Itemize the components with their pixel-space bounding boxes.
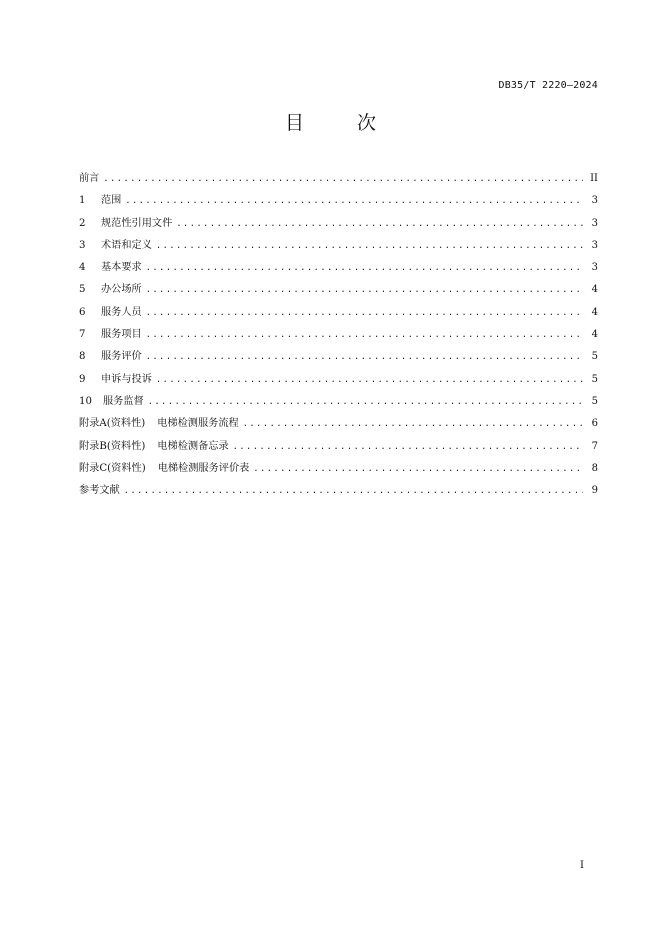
page-number: I — [580, 860, 584, 871]
toc-entry-title: 基本要求 — [101, 262, 142, 274]
table-of-contents — [79, 168, 598, 502]
toc-page-number: 4 — [591, 329, 598, 341]
toc-page-number: II — [590, 173, 598, 184]
toc-entry-number: 5 — [79, 284, 86, 296]
toc-entry-appeals-and-complaints[interactable] — [79, 369, 598, 391]
toc-page-number: 8 — [591, 462, 598, 474]
toc-page-number: 4 — [591, 306, 598, 318]
toc-entry-foreword[interactable] — [79, 168, 598, 190]
dot-leader — [146, 257, 583, 279]
document-code: DB35/T 2220—2024 — [498, 80, 598, 91]
toc-page-number: 9 — [591, 485, 598, 497]
dot-leader — [146, 346, 583, 368]
dot-leader — [176, 213, 583, 235]
dot-leader — [146, 324, 583, 346]
toc-entry-number: 7 — [79, 329, 86, 341]
dot-leader — [125, 190, 583, 212]
toc-page-number: 5 — [591, 351, 598, 363]
dot-leader — [146, 302, 583, 324]
dot-leader — [124, 480, 583, 502]
toc-entry-service-personnel[interactable] — [79, 302, 598, 324]
toc-page-number: 3 — [591, 217, 598, 229]
toc-entry-subtitle: 电梯检测备忘录 — [157, 440, 229, 452]
toc-entry-references[interactable] — [79, 480, 598, 502]
toc-entry-subtitle: 电梯检测服务评价表 — [157, 462, 250, 474]
toc-entry-title: 前言 — [79, 173, 100, 184]
toc-entry-title: 服务项目 — [101, 329, 142, 341]
dot-leader — [156, 369, 583, 391]
toc-entry-scope[interactable] — [79, 190, 598, 212]
toc-entry-service-supervision[interactable] — [79, 391, 598, 413]
toc-entry-title: 附录C(资料性) — [79, 462, 146, 474]
toc-entry-normative-references[interactable] — [79, 213, 598, 235]
toc-page-number: 6 — [591, 418, 598, 430]
dot-leader — [233, 436, 583, 458]
toc-entry-title: 附录B(资料性) — [79, 440, 146, 452]
toc-entry-number: 8 — [79, 351, 86, 363]
title-character-ci: 次 — [357, 112, 378, 134]
toc-entry-number: 9 — [79, 373, 86, 385]
toc-entry-title: 参考文献 — [79, 485, 120, 497]
toc-entry-office-premises[interactable] — [79, 279, 598, 301]
title-character-mu: 目 — [284, 112, 305, 134]
toc-entry-title: 规范性引用文件 — [101, 217, 173, 229]
toc-page-number: 3 — [591, 239, 598, 251]
toc-entry-title: 办公场所 — [101, 284, 142, 296]
toc-entry-terms-and-definitions[interactable] — [79, 235, 598, 257]
dot-leader — [103, 168, 583, 190]
toc-entry-title: 术语和定义 — [101, 239, 152, 251]
dot-leader — [253, 458, 583, 480]
toc-entry-service-evaluation[interactable] — [79, 346, 598, 368]
toc-entry-title: 范围 — [101, 195, 122, 207]
toc-entry-number: 1 — [79, 195, 86, 207]
toc-entry-appendix-a[interactable] — [79, 413, 598, 435]
toc-entry-basic-requirements[interactable] — [79, 257, 598, 279]
toc-entry-number: 4 — [79, 262, 86, 274]
toc-entry-number: 6 — [79, 306, 86, 318]
toc-page-number: 5 — [591, 395, 598, 407]
toc-entry-number: 3 — [79, 239, 86, 251]
dot-leader — [243, 413, 583, 435]
toc-entry-subtitle: 电梯检测服务流程 — [157, 418, 239, 430]
dot-leader — [156, 235, 583, 257]
toc-page-number: 3 — [591, 262, 598, 274]
table-of-contents-title — [0, 108, 662, 135]
toc-entry-appendix-c[interactable] — [79, 458, 598, 480]
toc-page-number: 4 — [591, 284, 598, 296]
toc-entry-title: 申诉与投诉 — [101, 373, 152, 385]
toc-entry-title: 服务监督 — [103, 395, 144, 407]
toc-entry-title: 服务评价 — [101, 351, 142, 363]
toc-entry-number: 2 — [79, 217, 86, 229]
toc-page-number: 3 — [591, 195, 598, 207]
toc-page-number: 7 — [591, 440, 598, 452]
toc-entry-number: 10 — [79, 395, 92, 407]
toc-entry-title: 服务人员 — [101, 306, 142, 318]
toc-entry-title: 附录A(资料性) — [79, 418, 146, 430]
toc-entry-service-items[interactable] — [79, 324, 598, 346]
toc-page-number: 5 — [591, 373, 598, 385]
dot-leader — [148, 391, 583, 413]
dot-leader — [146, 279, 583, 301]
toc-entry-appendix-b[interactable] — [79, 436, 598, 458]
